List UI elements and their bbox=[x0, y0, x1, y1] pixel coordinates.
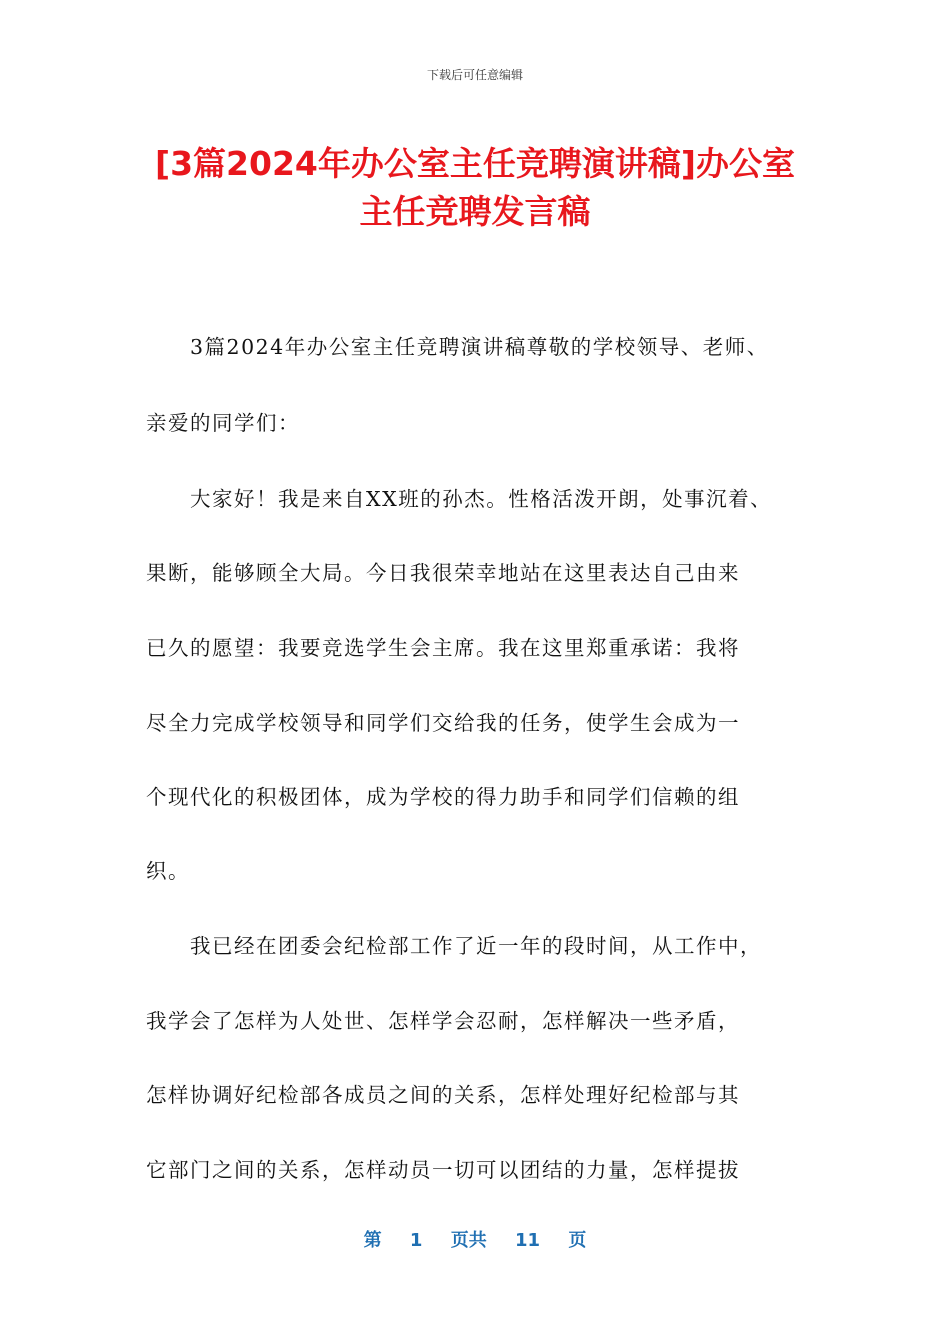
title-line-2: 主任竞聘发言稿 bbox=[359, 192, 591, 231]
body-line: 我已经在团委会纪检部工作了近一年的段时间，从工作中， bbox=[190, 934, 762, 958]
body-line: 果断，能够顾全大局。今日我很荣幸地站在这里表达自己由来 bbox=[146, 561, 740, 585]
current-page-number: 1 bbox=[409, 1230, 423, 1251]
document-title bbox=[100, 140, 850, 236]
body-line: 它部门之间的关系，怎样动员一切可以团结的力量，怎样提拔 bbox=[146, 1158, 740, 1182]
body-line: 个现代化的积极团体，成为学校的得力助手和同学们信赖的组 bbox=[146, 785, 740, 809]
title-line-1: [3篇2024年办公室主任竞聘演讲稿]办公室 bbox=[155, 144, 795, 183]
page-label-prefix: 第 bbox=[363, 1230, 382, 1251]
page-label-mid: 页共 bbox=[450, 1230, 487, 1251]
body-line: 织。 bbox=[146, 859, 190, 883]
header-note: 下载后可任意编辑 bbox=[426, 68, 523, 82]
body-line: 已久的愿望：我要竞选学生会主席。我在这里郑重承诺：我将 bbox=[146, 636, 740, 660]
total-pages-number: 11 bbox=[515, 1230, 541, 1251]
body-line: 我学会了怎样为人处世、怎样学会忍耐，怎样解决一些矛盾， bbox=[146, 1009, 740, 1033]
page-footer bbox=[0, 1226, 950, 1252]
body-line: 大家好！我是来自XX班的孙杰。性格活泼开朗，处事沉着、 bbox=[190, 487, 773, 511]
body-line: 3篇2024年办公室主任竞聘演讲稿尊敬的学校领导、老师、 bbox=[190, 335, 769, 359]
body-line: 亲爱的同学们： bbox=[146, 411, 300, 435]
body-line: 尽全力完成学校领导和同学们交给我的任务，使学生会成为一 bbox=[146, 711, 740, 735]
page-label-suffix: 页 bbox=[568, 1230, 587, 1251]
body-line: 怎样协调好纪检部各成员之间的关系，怎样处理好纪检部与其 bbox=[146, 1083, 740, 1107]
